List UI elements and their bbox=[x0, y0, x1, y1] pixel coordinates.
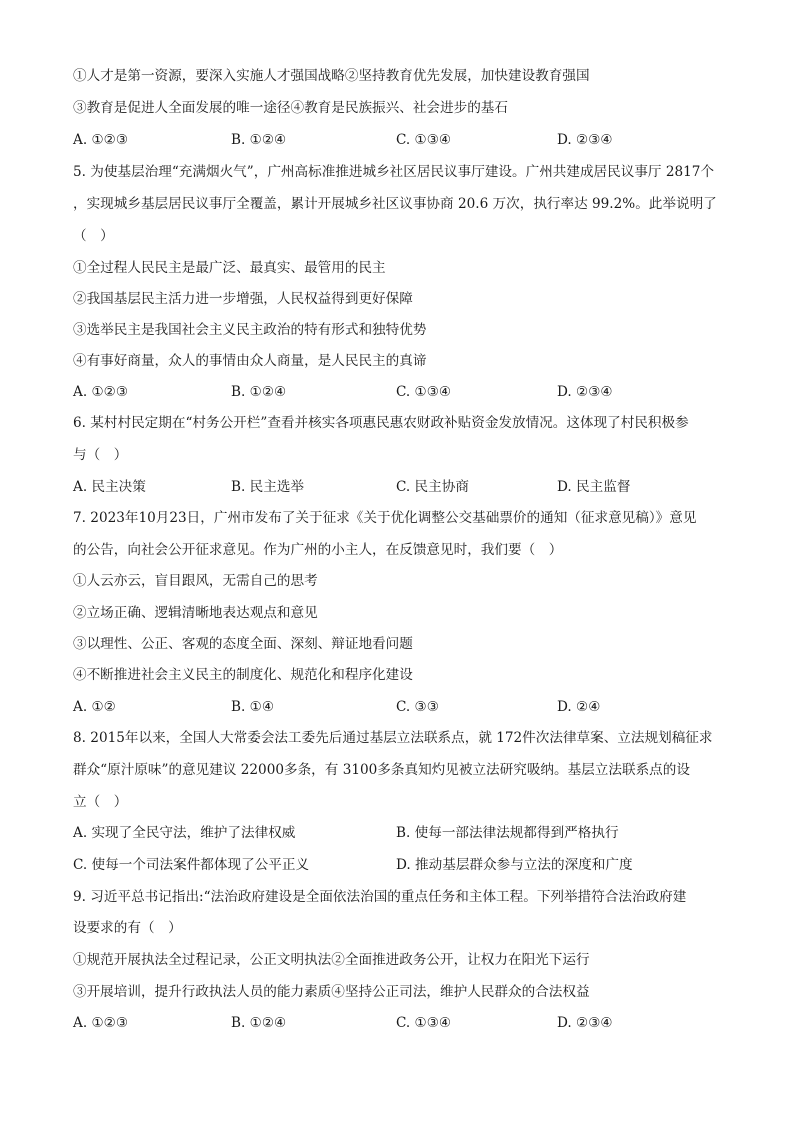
q9-option-d[interactable]: D. ②③④ bbox=[557, 1015, 613, 1031]
q8-stem-line-1: 8. 2015年以来，全国人大常委会法工委先后通过基层立法联系点，就 172件次法律草案、立法规划稿征求 bbox=[73, 730, 713, 746]
q5-option-c[interactable]: C. ①③④ bbox=[396, 384, 452, 400]
q9-option-c[interactable]: C. ①③④ bbox=[396, 1015, 452, 1031]
q4-options bbox=[73, 131, 733, 149]
q7-stem-line-2: 的公告，向社会公开征求意见。作为广州的小主人，在反馈意见时，我们要（ ） bbox=[73, 542, 563, 558]
q5-option-b[interactable]: B. ①②④ bbox=[231, 384, 287, 400]
q6-option-d[interactable]: D. 民主监督 bbox=[557, 479, 631, 495]
q7-option-c[interactable]: C. ③③ bbox=[396, 699, 439, 715]
q4-option-c[interactable]: C. ①③④ bbox=[396, 132, 452, 148]
q7-option-a[interactable]: A. ①② bbox=[73, 699, 116, 715]
q5-stem-line-3: （ ） bbox=[73, 228, 114, 244]
q9-option-b[interactable]: B. ①②④ bbox=[231, 1015, 287, 1031]
q6-stem-line-1: 6. 某村村民定期在“村务公开栏”查看并核实各项惠民惠农财政补贴资金发放情况。这体现了村民积极参 bbox=[73, 415, 689, 431]
q7-options bbox=[73, 698, 733, 716]
q9-statement-1-2: ①规范开展执法全过程记录，公正文明执法②全面推进政务公开，让权力在阳光下运行 bbox=[73, 952, 590, 968]
q9-statement-3-4: ③开展培训，提升行政执法人员的能力素质④坚持公正司法，维护人民群众的合法权益 bbox=[73, 984, 590, 1000]
q5-statement-3: ③选举民主是我国社会主义民主政治的特有形式和独特优势 bbox=[73, 322, 427, 338]
q8-stem-line-3: 立（ ） bbox=[73, 794, 128, 810]
q7-statement-3: ③以理性、公正、客观的态度全面、深刻、辩证地看问题 bbox=[73, 636, 413, 652]
q6-options bbox=[73, 478, 733, 496]
q4-statement-1-2: ①人才是第一资源，要深入实施人才强国战略②坚持教育优先发展，加快建设教育强国 bbox=[73, 68, 590, 84]
q8-option-b[interactable]: B. 使每一部法律法规都得到严格执行 bbox=[396, 825, 619, 841]
q7-statement-1: ①人云亦云，盲目跟风，无需自己的思考 bbox=[73, 573, 318, 589]
q9-options bbox=[73, 1014, 733, 1032]
q7-statement-2: ②立场正确、逻辑清晰地表达观点和意见 bbox=[73, 605, 318, 621]
q7-stem-line-1: 7. 2023年10月23日，广州市发布了关于征求《关于优化调整公交基础票价的通知（征求意见稿）》意见 bbox=[73, 510, 697, 526]
q5-statement-4: ④有事好商量，众人的事情由众人商量，是人民民主的真谛 bbox=[73, 353, 427, 369]
q7-option-b[interactable]: B. ①④ bbox=[231, 699, 275, 715]
q6-stem-line-2: 与（ ） bbox=[73, 447, 128, 463]
q8-option-c[interactable]: C. 使每一个司法案件都体现了公平正义 bbox=[73, 857, 310, 873]
q4-option-d[interactable]: D. ②③④ bbox=[557, 132, 613, 148]
q9-stem-line-2: 设要求的有（ ） bbox=[73, 920, 182, 936]
q7-statement-4: ④不断推进社会主义民主的制度化、规范化和程序化建设 bbox=[73, 667, 413, 683]
q5-statement-2: ②我国基层民主活力进一步增强，人民权益得到更好保障 bbox=[73, 291, 413, 307]
q8-stem-line-2: 群众“原汁原味”的意见建议 22000多条，有 3100多条真知灼见被立法研究吸纳。基层立法联系点的设 bbox=[73, 762, 690, 778]
q5-stem-line-1: 5. 为使基层治理“充满烟火气”，广州高标准推进城乡社区居民议事厅建设。广州共建成居民议事厅 2817个 bbox=[73, 164, 715, 180]
q9-stem-line-1: 9. 习近平总书记指出:“法治政府建设是全面依法治国的重点任务和主体工程。下列举措符合法治政府建 bbox=[73, 889, 687, 905]
q4-option-a[interactable]: A. ①②③ bbox=[73, 132, 129, 148]
q4-option-b[interactable]: B. ①②④ bbox=[231, 132, 287, 148]
q8-options bbox=[73, 824, 733, 874]
q4-statement-3-4: ③教育是促进人全面发展的唯一途径④教育是民族振兴、社会进步的基石 bbox=[73, 100, 508, 116]
q5-option-a[interactable]: A. ①②③ bbox=[73, 384, 129, 400]
q7-option-d[interactable]: D. ②④ bbox=[557, 699, 601, 715]
q5-options bbox=[73, 383, 733, 401]
q6-option-b[interactable]: B. 民主选举 bbox=[231, 479, 305, 495]
q5-stem-line-2: ，实现城乡基层居民议事厅全覆盖，累计开展城乡社区议事协商 20.6 万次，执行率达 99.2%。此举说明了 bbox=[73, 196, 717, 212]
q6-option-a[interactable]: A. 民主决策 bbox=[73, 479, 146, 495]
q6-option-c[interactable]: C. 民主协商 bbox=[396, 479, 469, 495]
q9-option-a[interactable]: A. ①②③ bbox=[73, 1015, 129, 1031]
q5-statement-1: ①全过程人民民主是最广泛、最真实、最管用的民主 bbox=[73, 260, 386, 276]
q8-option-a[interactable]: A. 实现了全民守法，维护了法律权威 bbox=[73, 825, 296, 841]
q8-option-d[interactable]: D. 推动基层群众参与立法的深度和广度 bbox=[396, 857, 633, 873]
q5-option-d[interactable]: D. ②③④ bbox=[557, 384, 613, 400]
